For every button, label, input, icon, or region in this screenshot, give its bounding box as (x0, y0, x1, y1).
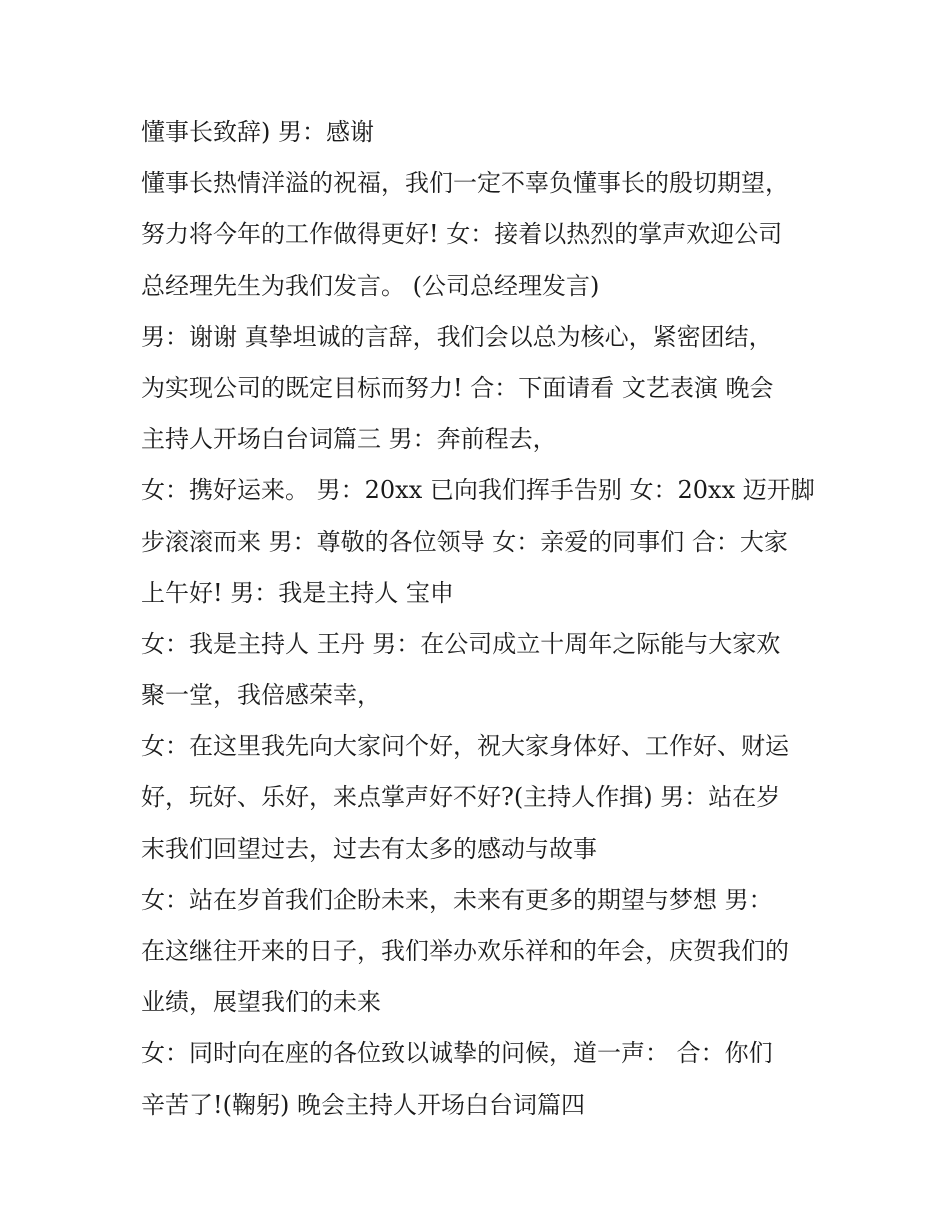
text-line: 女：携好运来。 男：20xx 已向我们挥手告别 女：20xx 迈开脚 (141, 476, 815, 505)
text-line: 女：我是主持人 王丹 男：在公司成立十周年之际能与大家欢 (141, 629, 781, 658)
text-line: 女：站在岁首我们企盼未来，未来有更多的期望与梦想 男： (141, 885, 773, 914)
text-line: 业绩，展望我们的未来 (141, 988, 381, 1017)
text-line: 懂事长热情洋溢的祝福，我们一定不辜负懂事长的殷切期望， (141, 169, 789, 198)
text-line: 为实现公司的既定目标而努力! 合：下面请看 文艺表演 晚会 (141, 373, 774, 402)
text-line: 末我们回望过去，过去有太多的感动与故事 (141, 834, 597, 863)
text-line: 步滚滚而来 男：尊敬的各位领导 女：亲爱的同事们 合：大家 (141, 527, 788, 556)
text-line: 聚一堂，我倍感荣幸， (141, 681, 381, 710)
text-line: 女：在这里我先向大家问个好，祝大家身体好、工作好、财运 (141, 732, 789, 761)
text-line: 好，玩好、乐好，来点掌声好不好?(主持人作揖) 男：站在岁 (141, 783, 781, 812)
text-line: 懂事长致辞) 男：感谢 (141, 118, 374, 146)
document-body (141, 107, 831, 1131)
text-line: 上午好! 男：我是主持人 宝申 (141, 578, 454, 607)
text-line: 男：谢谢 真挚坦诚的言辞，我们会以总为核心，紧密团结， (141, 322, 773, 351)
text-line: 总经理先生为我们发言。 (公司总经理发言) (141, 271, 600, 300)
text-line: 主持人开场白台词篇三 男：奔前程去， (141, 425, 557, 454)
text-line: 努力将今年的工作做得更好! 女：接着以热烈的掌声欢迎公司 (141, 220, 783, 249)
text-line: 女：同时向在座的各位致以诚挚的问候，道一声： 合：你们 (141, 1039, 773, 1068)
text-line: 在这继往开来的日子，我们举办欢乐祥和的年会，庆贺我们的 (141, 937, 789, 965)
text-line: 辛苦了!(鞠躬) 晚会主持人开场白台词篇四 (141, 1090, 585, 1119)
